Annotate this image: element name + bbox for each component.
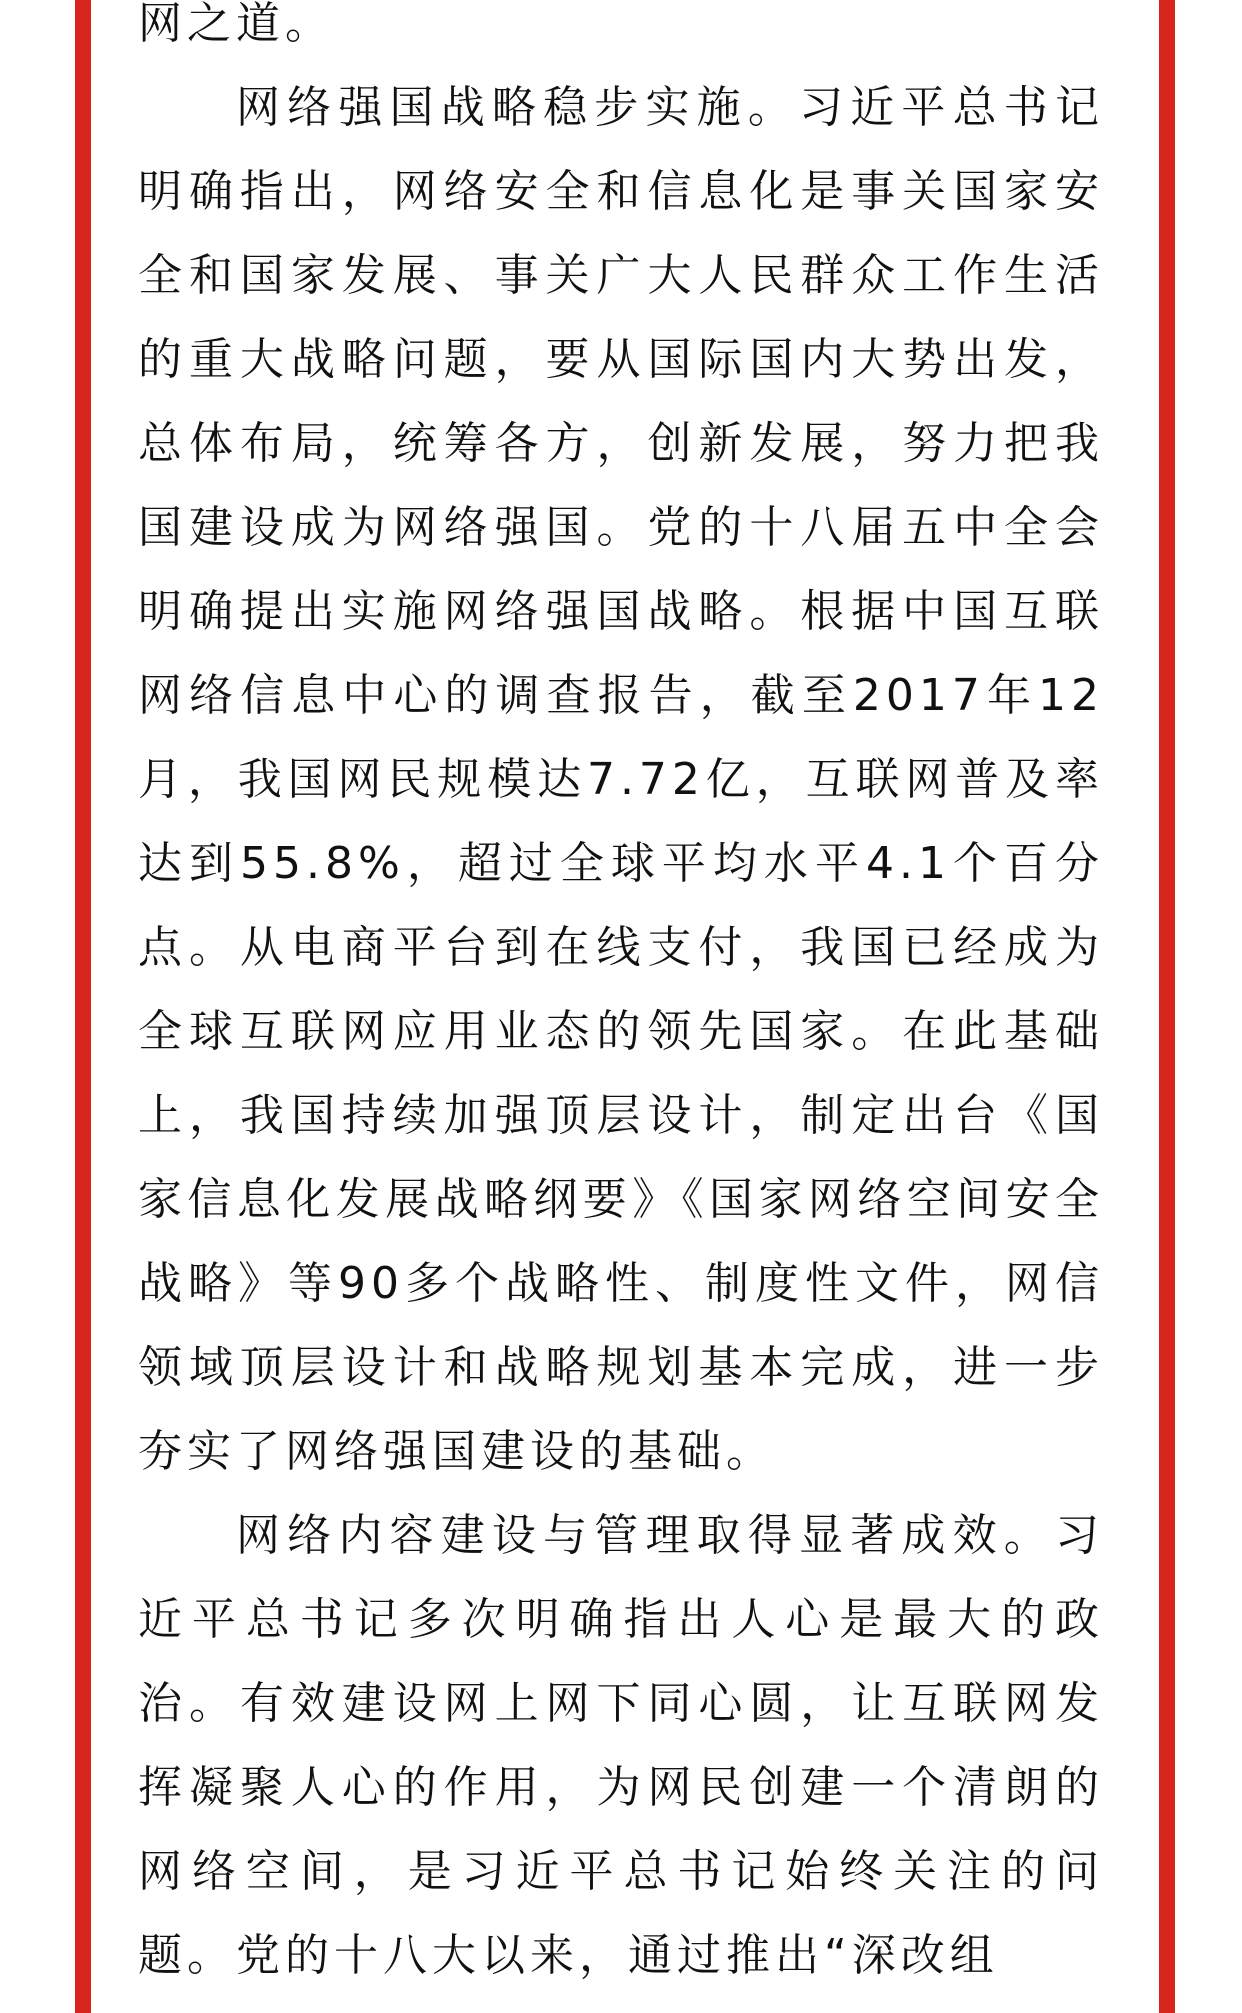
paragraph-continuation: 网之道。 (138, 0, 334, 49)
right-red-border (1159, 0, 1175, 2013)
article-body (138, 0, 1104, 1998)
paragraph-network-content-management: 网络内容建设与管理取得显著成效。习近平总书记多次明确指出人心是最大的政治。有效建设网上网下同心圆，让互联网发挥凝聚人心的作用，为网民创建一个清朗的网络空间，是习近平总书记始终关注的问题。党的十八大以来，通过推出“深改组 (138, 1510, 1104, 1981)
left-red-border (75, 0, 91, 2013)
paragraph-network-power-strategy: 网络强国战略稳步实施。习近平总书记明确指出，网络安全和信息化是事关国家安全和国家发展、事关广大人民群众工作生活的重大战略问题，要从国际国内大势出发，总体布局，统筹各方，创新发展，努力把我国建设成为网络强国。党的十八届五中全会明确提出实施网络强国战略。根据中国互联网络信息中心的调查报告，截至2017年12月，我国网民规模达7.72亿，互联网普及率达到55.8%，超过全球平均水平4.1个百分点。从电商平台到在线支付，我国已经成为全球互联网应用业态的领先国家。在此基础上，我国持续加强顶层设计，制定出台《国家信息化发展战略纲要》《国家网络空间安全战略》等90多个战略性、制度性文件，网信领域顶层设计和战略规划基本完成，进一步夯实了网络强国建设的基础。 (138, 82, 1104, 1477)
